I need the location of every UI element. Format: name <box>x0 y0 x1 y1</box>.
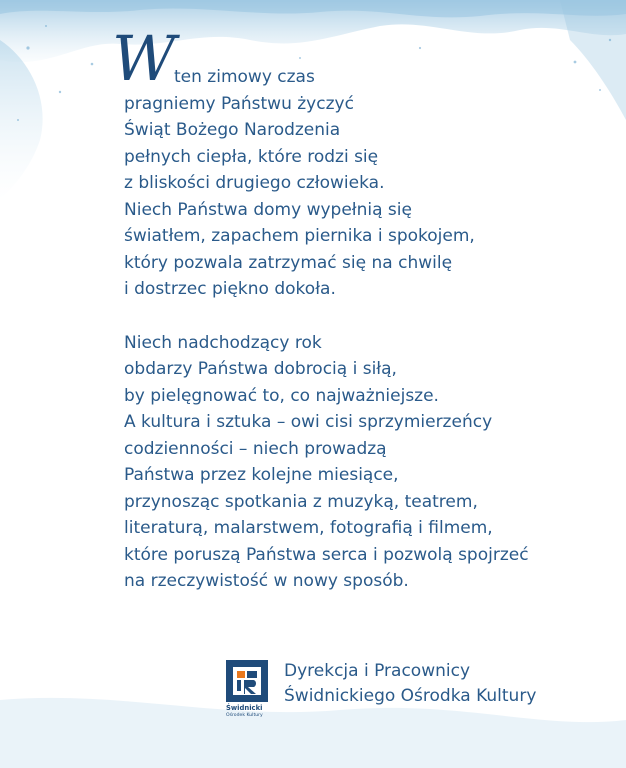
signature-text <box>284 659 536 709</box>
text-line: przynosząc spotkania z muzyką, teatrem, <box>124 491 478 512</box>
paragraph-1 <box>124 91 604 303</box>
text-line: z bliskości drugiego człowieka. <box>124 173 385 193</box>
text-line: Niech nadchodzący rok <box>124 332 322 353</box>
dropcap-letter: W <box>112 22 170 95</box>
text-line: Państwa przez kolejne miesiące, <box>124 465 399 485</box>
text-line: pragniemy Państwu życzyć <box>124 93 354 114</box>
text-line: obdarzy Państwa dobrocią i siłą, <box>124 359 397 379</box>
signature-line-2: Świdnickiego Ośrodka Kultury <box>284 686 537 706</box>
text-line: który pozwala zatrzymać się na chwilę <box>124 252 453 273</box>
text-line: Niech Państwa domy wypełnią się <box>124 199 412 220</box>
text-line: Świąt Bożego Narodzenia <box>124 120 341 140</box>
text-line: codzienności – niech prowadzą <box>124 438 387 459</box>
logo-name: Świdnicki <box>226 704 263 712</box>
text-line: i dostrzec piękno dokoła. <box>124 279 336 299</box>
paragraph-2 <box>124 330 604 595</box>
logo-subtitle: Ośrodek Kultury <box>226 713 263 718</box>
text-line: A kultura i sztuka – owi cisi sprzymierzeńcy <box>124 412 493 432</box>
institution-logo <box>226 660 270 722</box>
logo-mark-icon <box>226 660 268 702</box>
text-line: pełnych ciepła, które rodzi się <box>124 146 379 167</box>
greeting-letter <box>112 22 604 595</box>
text-line: światłem, zapachem piernika i spokojem, <box>124 226 475 246</box>
text-line: które poruszą Państwa serca i pozwolą spojrzeć <box>124 544 529 565</box>
signature-block <box>226 657 606 727</box>
signature-line-1: Dyrekcja i Pracownicy <box>284 661 471 681</box>
text-line: literaturą, malarstwem, fotografią i filmem, <box>124 518 493 538</box>
first-line: ten zimowy czas <box>174 67 315 87</box>
text-line: na rzeczywistość w nowy sposób. <box>124 571 409 591</box>
text-line: by pielęgnować to, co najważniejsze. <box>124 385 439 406</box>
